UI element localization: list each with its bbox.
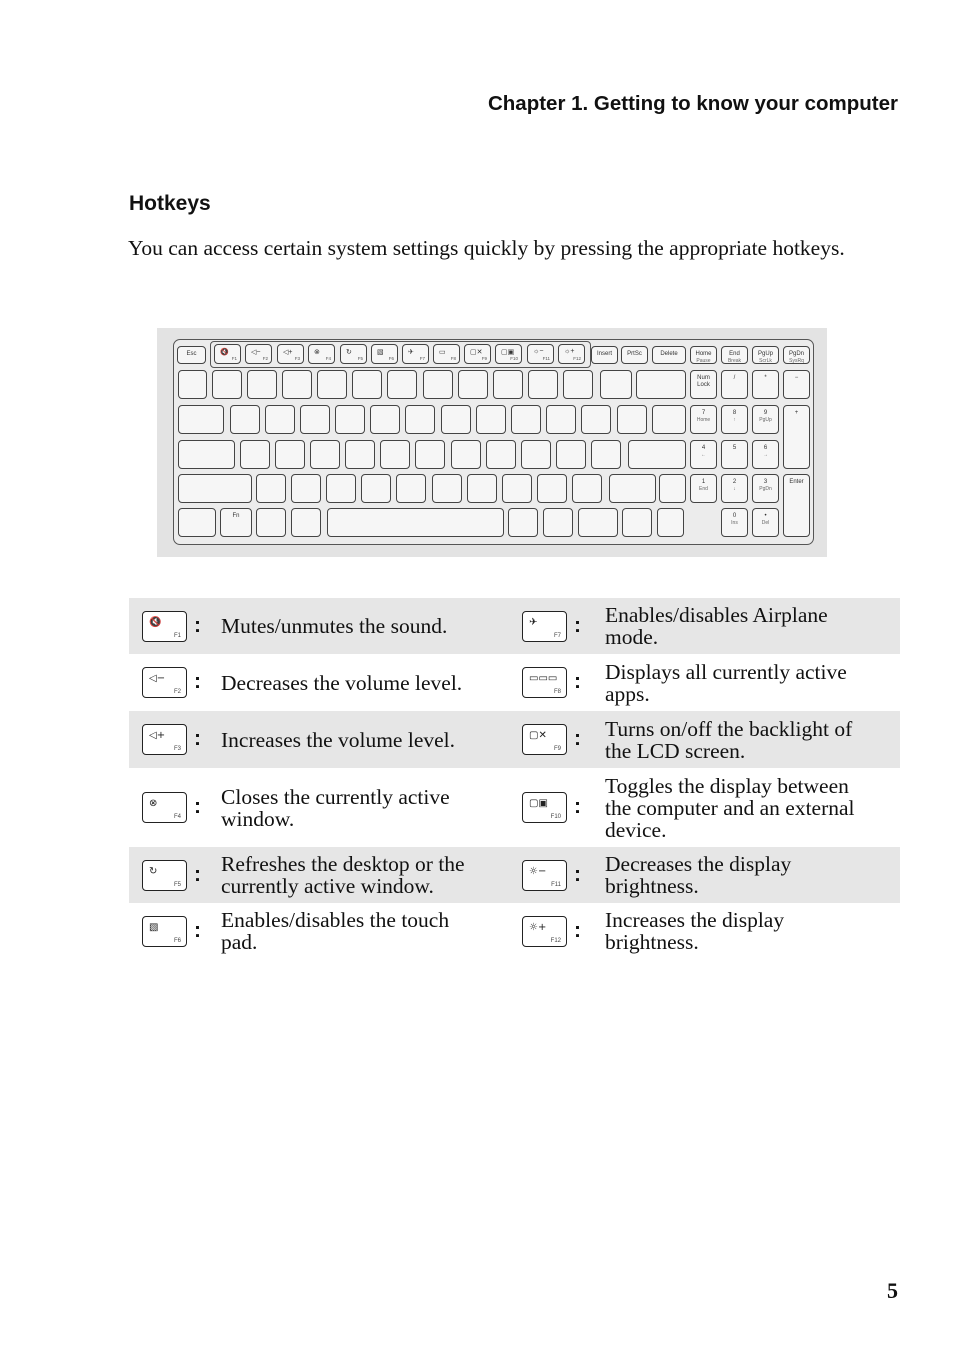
keyboard-key [291, 474, 321, 503]
hotkey-icon: ▧ [149, 922, 159, 933]
key-fn-label: F4 [325, 356, 331, 361]
keyboard-key [467, 474, 497, 503]
key-fn-label: F8 [450, 356, 456, 361]
colon-separator: : [574, 863, 581, 886]
key-label: 8 [732, 410, 737, 416]
key-fn-label: F10 [510, 356, 518, 361]
hotkey-f11-key [522, 860, 567, 891]
hotkey-description [221, 672, 462, 694]
hotkey-f3-key [142, 724, 187, 755]
key-home [690, 346, 717, 364]
hotkey-description-line: Closes the currently active [221, 785, 450, 809]
hotkey-description [605, 775, 855, 841]
keyboard-key [345, 440, 375, 469]
hotkey-row [129, 654, 900, 711]
key-pgup [752, 346, 779, 364]
hotkey-description [605, 604, 828, 648]
keyboard-key [178, 440, 235, 469]
key-sublabel: Ins [731, 520, 738, 526]
key-sublabel: ← [701, 452, 706, 458]
numpad-8 [721, 405, 748, 434]
function-key-f4 [308, 344, 335, 364]
hotkey-description [221, 909, 449, 953]
hotkey-f8-key [522, 667, 567, 698]
key-sublabel: SysRq [789, 358, 804, 364]
hotkey-description [221, 786, 450, 830]
function-key-f12 [558, 344, 585, 364]
colon-separator: : [194, 863, 201, 886]
numpad-minus [783, 370, 810, 399]
keyboard-key [326, 474, 356, 503]
key-label: PgDn [788, 351, 804, 357]
function-key-f11 [527, 344, 554, 364]
keyboard-key [521, 440, 551, 469]
hotkey-description-line: Increases the display [605, 908, 785, 932]
colon-separator: : [574, 919, 581, 942]
key-label: 6 [763, 445, 768, 451]
keyboard-key [310, 440, 340, 469]
keyboard-key [380, 440, 410, 469]
hotkey-row [129, 903, 900, 959]
keyboard-key [432, 474, 462, 503]
colon-separator: : [194, 795, 201, 818]
hotkey-icon: ◁− [149, 673, 166, 684]
hotkey-description-line: pad. [221, 930, 258, 954]
hotkey-f7-key [522, 611, 567, 642]
chapter-header: Chapter 1. Getting to know your computer [487, 92, 898, 115]
numpad-plus [783, 405, 810, 469]
hotkey-row [129, 768, 900, 847]
hotkey-table [129, 598, 900, 959]
key-fn-label: F1 [231, 356, 237, 361]
key-pgdn [783, 346, 810, 364]
hotkey-f12-key [522, 916, 567, 947]
function-key-f8 [433, 344, 460, 364]
keyboard-key [423, 370, 453, 399]
hotkey-fn-label: F5 [173, 882, 181, 888]
key-sublabel: PgDn [759, 486, 772, 492]
hotkey-icon: ☼− [529, 866, 547, 877]
hotkey-f5-key [142, 860, 187, 891]
hotkey-icon: ▢▣ [529, 798, 548, 809]
key-icon: ☼− [533, 348, 544, 355]
key-label: • [764, 513, 767, 519]
keyboard-key [396, 474, 426, 503]
key-sublabel: Home [696, 417, 711, 423]
key-label: 5 [732, 445, 737, 451]
key-sublabel: ↓ [733, 486, 736, 492]
colon-separator: : [194, 670, 201, 693]
key-esc [177, 346, 206, 364]
keyboard-key [291, 508, 321, 537]
key-label: 3 [763, 479, 768, 485]
key-icon: ☼+ [564, 348, 575, 355]
hotkey-description-line: Refreshes the desktop or the [221, 852, 465, 876]
hotkey-row [129, 847, 900, 903]
key-label: / [733, 375, 736, 381]
key-fn-label: F2 [262, 356, 268, 361]
keyboard-key [636, 370, 686, 399]
keyboard-key [230, 405, 260, 434]
hotkey-description-line: Decreases the volume level. [221, 671, 463, 695]
keyboard-key [415, 440, 445, 469]
hotkey-description [605, 909, 784, 953]
function-key-f9 [464, 344, 491, 364]
colon-separator: : [194, 727, 201, 750]
key-icon: ↻ [346, 349, 352, 356]
function-key-f7 [402, 344, 429, 364]
hotkey-description-line: window. [221, 807, 295, 831]
key-label: End [729, 351, 740, 357]
numpad-numlock [690, 370, 717, 399]
key-fn-label: F12 [573, 356, 581, 361]
keyboard-key [581, 405, 611, 434]
keyboard-key [256, 508, 286, 537]
colon-separator: : [194, 919, 201, 942]
keyboard-key [256, 474, 286, 503]
keyboard-key [508, 508, 538, 537]
hotkey-fn-label: F6 [173, 938, 181, 944]
colon-separator: : [194, 614, 201, 637]
key-label: Esc [186, 351, 197, 357]
key-icon: ▢✕ [470, 349, 483, 356]
colon-separator: : [574, 614, 581, 637]
keyboard-key [361, 474, 391, 503]
numpad-star [752, 370, 779, 399]
key-icon: ▢▣ [501, 349, 515, 356]
keyboard-key [265, 405, 295, 434]
hotkey-row [129, 711, 900, 768]
keyboard-key [387, 370, 417, 399]
keyboard-key [657, 508, 684, 537]
key-sublabel: Break [727, 358, 742, 364]
key-sublabel: ↑ [733, 417, 736, 423]
key-fn-label: F5 [357, 356, 363, 361]
hotkey-description-line: Enables/disables the touch [221, 908, 450, 932]
keyboard-key [528, 370, 558, 399]
keyboard-key [486, 440, 516, 469]
keyboard-key [335, 405, 365, 434]
numpad-3 [752, 474, 779, 503]
hotkey-icon: ☼+ [529, 922, 547, 933]
hotkey-fn-label: F8 [553, 689, 561, 695]
hotkey-description-line: apps. [605, 682, 650, 706]
key-label: 2 [732, 479, 737, 485]
hotkey-fn-label: F2 [173, 689, 181, 695]
numpad-6 [752, 440, 779, 469]
key-fn-label: F6 [388, 356, 394, 361]
keyboard-key [546, 405, 576, 434]
hotkey-description-line: Increases the volume level. [221, 728, 456, 752]
keyboard-key [609, 474, 656, 503]
keyboard-key [317, 370, 347, 399]
keyboard-key [628, 440, 686, 469]
key-fn-label: F7 [419, 356, 425, 361]
hotkey-icon: ✈ [529, 617, 538, 628]
intro-paragraph: You can access certain system settings quickly by pressing the appropriate hotkeys. [128, 236, 845, 260]
key-icon: ⊗ [314, 349, 320, 356]
hotkey-icon: ↻ [149, 866, 158, 877]
function-key-f3 [277, 344, 304, 364]
key-insert [591, 346, 618, 364]
function-key-f10 [495, 344, 522, 364]
numpad-7 [690, 405, 717, 434]
keyboard-key [458, 370, 488, 399]
function-key-f5 [340, 344, 367, 364]
hotkey-description-line: the computer and an external [605, 796, 855, 820]
hotkey-f10-key [522, 792, 567, 823]
colon-separator: : [574, 727, 581, 750]
key-label: 7 [701, 410, 706, 416]
keyboard-key [600, 370, 632, 399]
keyboard-key [178, 405, 224, 434]
key-sublabel: End [699, 486, 708, 492]
hotkey-fn-label: F9 [553, 746, 561, 752]
colon-separator: : [574, 670, 581, 693]
numpad-2 [721, 474, 748, 503]
colon-separator: : [574, 795, 581, 818]
key-label: PrtSc [627, 351, 642, 357]
keyboard-key [591, 440, 621, 469]
hotkey-description-line: currently active window. [221, 874, 434, 898]
numpad-slash [721, 370, 748, 399]
key-fn-label: F3 [294, 356, 300, 361]
key-label: 9 [763, 410, 768, 416]
key-icon: ▧ [377, 349, 384, 356]
hotkey-f9-key [522, 724, 567, 755]
numpad-4 [690, 440, 717, 469]
keyboard-key [511, 405, 541, 434]
key-icon: ◁− [251, 349, 261, 356]
keyboard-key [370, 405, 400, 434]
hotkey-icon: ⊗ [149, 798, 158, 809]
keyboard-key [441, 405, 471, 434]
hotkey-icon: ◁+ [149, 730, 166, 741]
hotkey-fn-label: F10 [550, 814, 561, 820]
keyboard-key [537, 474, 567, 503]
hotkey-icon: ▭▭▭ [529, 673, 558, 684]
hotkey-description-line: brightness. [605, 930, 699, 954]
numpad-1 [690, 474, 717, 503]
hotkey-icon: 🔇 [149, 617, 162, 628]
fn-key [220, 508, 252, 537]
keyboard-key [502, 474, 532, 503]
key-label: Enter [789, 479, 804, 485]
keyboard-key [543, 508, 573, 537]
function-key-f2 [245, 344, 272, 364]
keyboard-key [563, 370, 593, 399]
key-sublabel: ScrLk [759, 358, 772, 364]
key-fn-label: F9 [481, 356, 487, 361]
hotkey-f6-key [142, 916, 187, 947]
key-label: Home [695, 351, 712, 357]
hotkey-fn-label: F4 [173, 814, 181, 820]
hotkey-description [605, 853, 791, 897]
keyboard-key [240, 440, 270, 469]
hotkey-description-line: Displays all currently active [605, 660, 847, 684]
keyboard-key [476, 405, 506, 434]
keyboard-key [178, 474, 252, 503]
hotkey-description-line: Decreases the display [605, 852, 792, 876]
key-sublabel: PgUp [759, 417, 772, 423]
key-icon: ✈ [408, 349, 414, 356]
key-sublabel: → [763, 452, 768, 458]
function-key-f1 [214, 344, 241, 364]
key-label: Num Lock [697, 375, 710, 388]
hotkey-description-line: device. [605, 818, 667, 842]
hotkey-description-line: Turns on/off the backlight of [605, 717, 853, 741]
key-prtsc [621, 346, 648, 364]
keyboard-key [578, 508, 618, 537]
keyboard-key [451, 440, 481, 469]
hotkey-description [221, 729, 455, 751]
numpad-9 [752, 405, 779, 434]
keyboard-key [617, 405, 647, 434]
key-label: 0 [732, 513, 737, 519]
hotkey-fn-label: F11 [551, 882, 561, 888]
numpad-dot [752, 508, 779, 537]
spacebar [327, 508, 504, 537]
hotkey-fn-label: F3 [173, 746, 181, 752]
key-icon: ▭ [439, 349, 446, 356]
key-end [721, 346, 748, 364]
keyboard-key [178, 370, 207, 399]
key-fn-label: F11 [542, 356, 550, 361]
hotkey-f1-key [142, 611, 187, 642]
key-label: Fn [232, 513, 240, 519]
key-label: − [794, 375, 799, 381]
hotkey-description [221, 615, 447, 637]
keyboard-key [405, 405, 435, 434]
keyboard-key [352, 370, 382, 399]
keyboard-key [493, 370, 523, 399]
hotkey-description-line: brightness. [605, 874, 699, 898]
hotkey-f4-key [142, 792, 187, 823]
hotkey-description-line: Toggles the display between [605, 774, 849, 798]
numpad-enter [783, 474, 810, 537]
key-sublabel: Pause [696, 358, 711, 364]
hotkey-description [221, 853, 465, 897]
hotkey-description [605, 661, 847, 705]
numpad-5 [721, 440, 748, 469]
keyboard-key [247, 370, 277, 399]
page-number: 5 [887, 1278, 898, 1303]
function-key-f6 [371, 344, 398, 364]
key-label: 4 [701, 445, 706, 451]
hotkey-description-line: mode. [605, 625, 659, 649]
keyboard-key [622, 508, 652, 537]
hotkey-row [129, 598, 900, 654]
key-icon: 🔇 [220, 349, 229, 356]
keyboard-key [178, 508, 216, 537]
keyboard-key [282, 370, 312, 399]
hotkey-description-line: Mutes/unmutes the sound. [221, 614, 448, 638]
keyboard-key [652, 405, 686, 434]
key-sublabel: Del [761, 520, 770, 526]
key-icon: ◁+ [283, 349, 293, 356]
key-label: Delete [660, 351, 678, 357]
hotkey-description-line: Enables/disables Airplane [605, 603, 828, 627]
hotkey-fn-label: F1 [173, 633, 181, 639]
key-label: * [764, 375, 767, 381]
hotkey-fn-label: F7 [553, 633, 561, 639]
key-label: 1 [701, 479, 706, 485]
hotkey-description-line: the LCD screen. [605, 739, 746, 763]
key-delete [652, 346, 686, 364]
hotkey-icon: ▢✕ [529, 730, 547, 741]
hotkey-description [605, 718, 852, 762]
section-title: Hotkeys [129, 192, 211, 215]
hotkey-f2-key [142, 667, 187, 698]
key-label: + [794, 410, 799, 416]
key-label: PgUp [757, 351, 773, 357]
hotkey-fn-label: F12 [550, 938, 561, 944]
keyboard-key [659, 474, 686, 503]
keyboard-key [212, 370, 242, 399]
keyboard-key [556, 440, 586, 469]
keyboard-key [300, 405, 330, 434]
keyboard-key [275, 440, 305, 469]
numpad-0 [721, 508, 748, 537]
key-label: Insert [596, 351, 612, 357]
keyboard-key [572, 474, 602, 503]
